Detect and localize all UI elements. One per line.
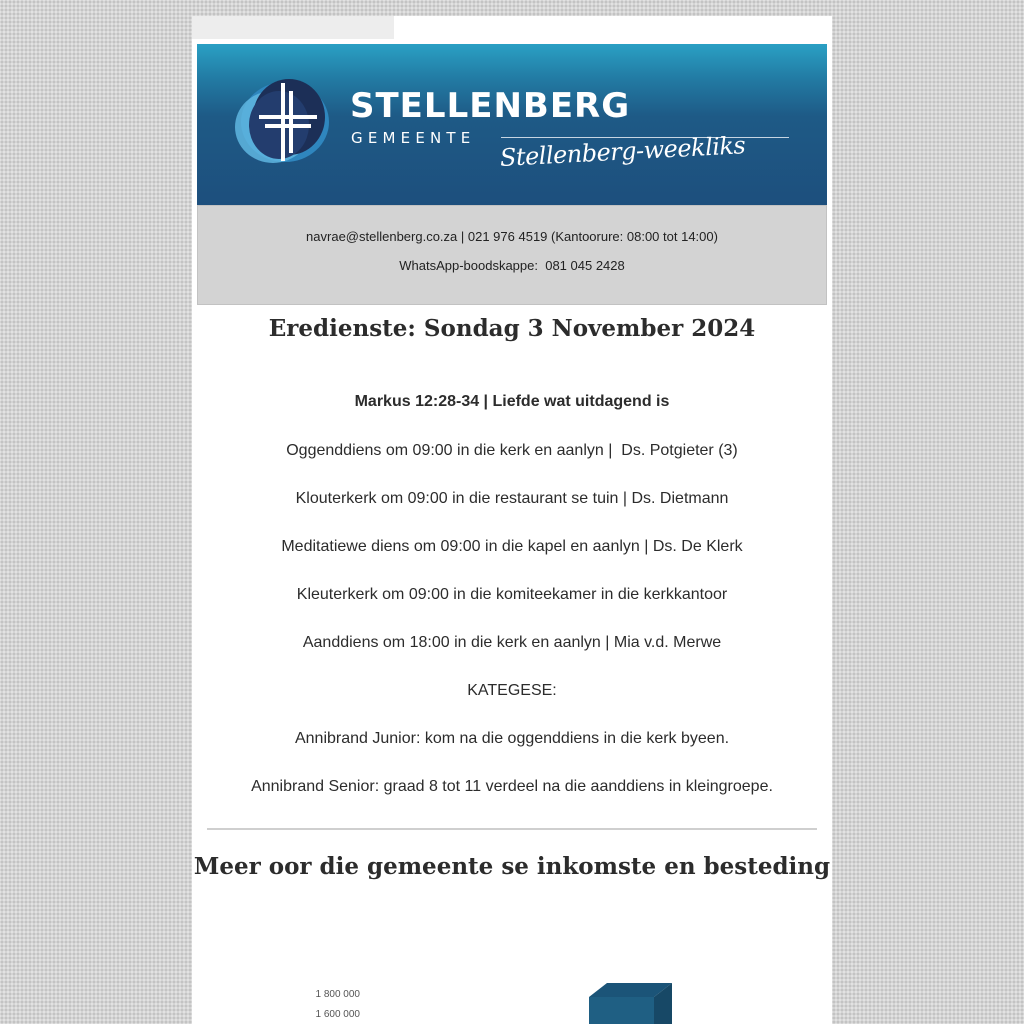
service-item: Kleuterkerk om 09:00 in die komiteekamer in die kerkkantoor <box>296 586 728 603</box>
service-item: Aanddiens om 18:00 in die kerk en aanlyn | Mia v.d. Merwe <box>302 634 722 651</box>
newsletter-body <box>192 16 832 1024</box>
scripture-line: Markus 12:28-34 | Liefde wat uitdagend is <box>354 393 670 410</box>
y-tick-label: 1 600 000 <box>315 1009 360 1020</box>
catechesis-item: Annibrand Senior: graad 8 tot 11 verdeel na die aanddiens in kleingroepe. <box>251 778 773 795</box>
brand-subtitle: GEMEENTE <box>351 129 476 147</box>
service-item: Oggenddiens om 09:00 in die kerk en aanlyn | Ds. Potgieter (3) <box>286 442 738 459</box>
newsletter-script-title: Stellenberg-weekliks <box>499 131 746 172</box>
whatsapp-details: WhatsApp-boodskappe: 081 045 2428 <box>399 258 625 273</box>
preheader-bar <box>192 16 394 39</box>
contact-box <box>197 205 827 305</box>
section-divider <box>207 828 817 830</box>
service-item: Klouterkerk om 09:00 in die restaurant se tuin | Ds. Dietmann <box>295 490 729 507</box>
finance-chart <box>192 966 832 1024</box>
service-item: Meditatiewe diens om 09:00 in die kapel en aanlyn | Ds. De Klerk <box>281 538 743 555</box>
y-tick-label: 1 800 000 <box>315 989 360 1000</box>
cross-logo-icon <box>235 77 329 167</box>
header-banner <box>197 44 827 205</box>
services-heading: Eredienste: Sondag 3 November 2024 <box>268 315 756 342</box>
contact-details[interactable]: navrae@stellenberg.co.za | 021 976 4519 (Kantoorure: 08:00 tot 14:00) <box>306 229 718 244</box>
finance-heading: Meer oor die gemeente se inkomste en besteding <box>193 853 831 880</box>
bar <box>589 997 654 1024</box>
brand-name: STELLENBERG <box>350 86 631 126</box>
catechesis-item: Annibrand Junior: kom na die oggenddiens in die kerk byeen. <box>294 730 730 747</box>
catechesis-heading: KATEGESE: <box>467 682 557 699</box>
